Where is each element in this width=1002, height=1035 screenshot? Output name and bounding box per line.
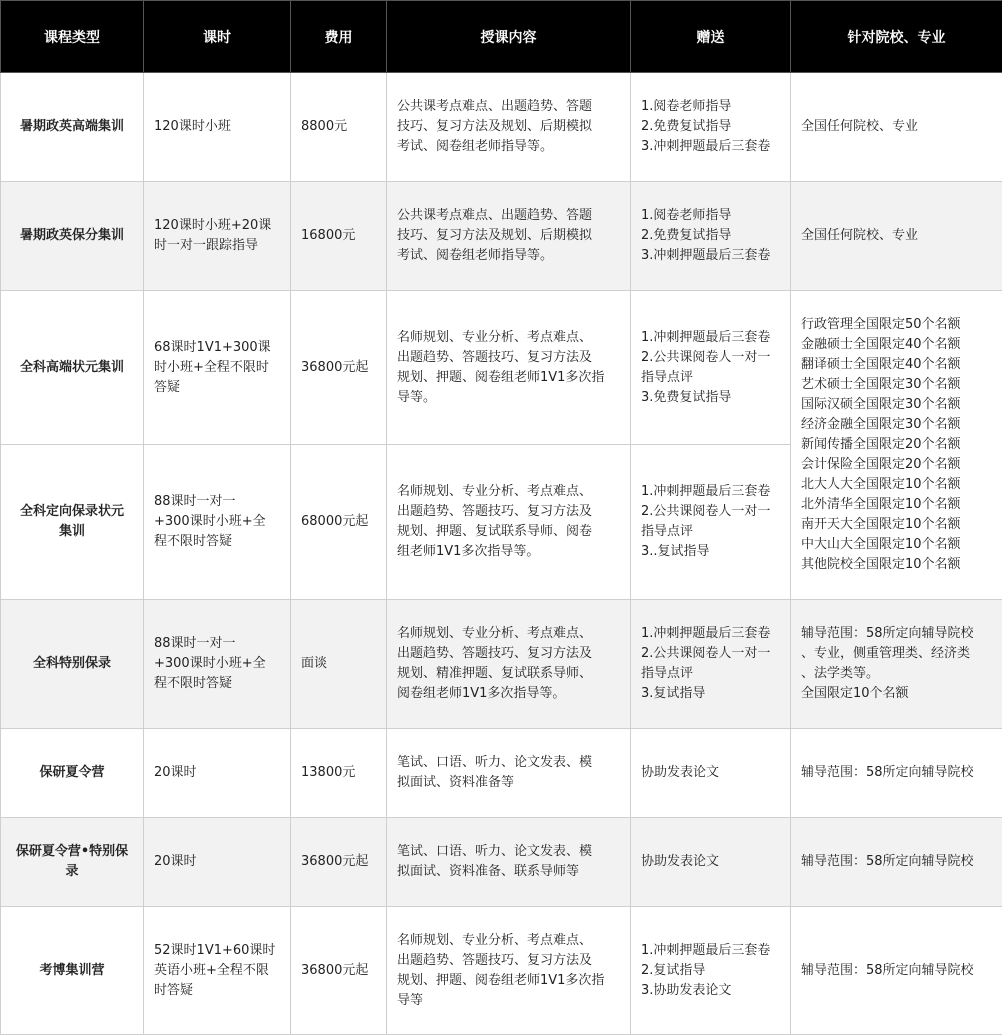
content-cell: 笔试、口语、听力、论文发表、模 拟面试、资料准备等 [387,729,631,818]
fee-cell: 68000元起 [291,445,387,600]
table-body [1,73,1002,1035]
content-cell: 公共课考点难点、出题趋势、答题 技巧、复习方法及规划、后期模拟 考试、阅卷组老师指导等。 [387,182,631,291]
content-cell: 名师规划、专业分析、考点难点、 出题趋势、答题技巧、复习方法及 规划、精准押题、复试联系导师、 阅卷组老师1V1多次指导等。 [387,600,631,729]
gift-cell: 协助发表论文 [631,818,791,907]
target-cell: 辅导范围：58所定向辅导院校 [791,907,1002,1035]
content-cell: 名师规划、专业分析、考点难点、 出题趋势、答题技巧、复习方法及 规划、押题、阅卷组老师1V1多次指 导等 [387,907,631,1035]
target-cell: 辅导范围：58所定向辅导院校 [791,729,1002,818]
table-row [1,600,1002,729]
gift-cell: 1.阅卷老师指导 2.免费复试指导 3.冲刺押题最后三套卷 [631,182,791,291]
gift-cell: 1.冲刺押题最后三套卷 2.公共课阅卷人一对一 指导点评 3..复试指导 [631,445,791,600]
header-gift: 赠送 [631,1,791,73]
target-cell: 辅导范围：58所定向辅导院校 [791,818,1002,907]
hours-cell: 120课时小班+20课 时一对一跟踪指导 [144,182,291,291]
table-row [1,182,1002,291]
course-type-cell: 暑期政英保分集训 [1,182,144,291]
table-row [1,291,1002,445]
content-cell: 名师规划、专业分析、考点难点、 出题趋势、答题技巧、复习方法及 规划、押题、复试联系导师、阅卷 组老师1V1多次指导等。 [387,445,631,600]
header-hours: 课时 [144,1,291,73]
fee-cell: 面谈 [291,600,387,729]
fee-cell: 16800元 [291,182,387,291]
header-fee: 费用 [291,1,387,73]
table-header [1,1,1002,73]
fee-cell: 36800元起 [291,291,387,445]
hours-cell: 68课时1V1+300课 时小班+全程不限时 答疑 [144,291,291,445]
content-cell: 笔试、口语、听力、论文发表、模 拟面试、资料准备、联系导师等 [387,818,631,907]
fee-cell: 36800元起 [291,907,387,1035]
table-row [1,73,1002,182]
fee-cell: 36800元起 [291,818,387,907]
gift-cell: 1.冲刺押题最后三套卷 2.公共课阅卷人一对一 指导点评 3.免费复试指导 [631,291,791,445]
target-cell: 辅导范围：58所定向辅导院校 、专业，侧重管理类、经济类 、法学类等。 全国限定10个名额 [791,600,1002,729]
table-row [1,818,1002,907]
header-content: 授课内容 [387,1,631,73]
target-cell-merged: 行政管理全国限定50个名额 金融硕士全国限定40个名额 翻译硕士全国限定40个名额 艺术硕士全国限定30个名额 国际汉硕全国限定30个名额 经济金融全国限定30个名额 新闻传播全国限定20个名额 会计保险全国限定20个名额 北大人大全国限定10个名额 北外清华全国限定10个名额 南开天大全国限定10个名额 中大山大全国限定10个名额 其他院校全国限定10个名额 [791,291,1002,600]
target-cell: 全国任何院校、专业 [791,182,1002,291]
gift-cell: 1.冲刺押题最后三套卷 2.公共课阅卷人一对一 指导点评 3.复试指导 [631,600,791,729]
header-target: 针对院校、专业 [791,1,1002,73]
course-type-cell: 全科高端状元集训 [1,291,144,445]
course-type-cell: 全科特别保录 [1,600,144,729]
table-row [1,729,1002,818]
course-type-cell: 保研夏令营•特别保 录 [1,818,144,907]
hours-cell: 88课时一对一 +300课时小班+全 程不限时答疑 [144,600,291,729]
course-type-cell: 暑期政英高端集训 [1,73,144,182]
gift-cell: 1.冲刺押题最后三套卷 2.复试指导 3.协助发表论文 [631,907,791,1035]
gift-cell: 协助发表论文 [631,729,791,818]
target-cell: 全国任何院校、专业 [791,73,1002,182]
course-type-cell: 考博集训营 [1,907,144,1035]
gift-cell: 1.阅卷老师指导 2.免费复试指导 3.冲刺押题最后三套卷 [631,73,791,182]
hours-cell: 20课时 [144,729,291,818]
hours-cell: 120课时小班 [144,73,291,182]
hours-cell: 20课时 [144,818,291,907]
header-course-type: 课程类型 [1,1,144,73]
course-type-cell: 全科定向保录状元 集训 [1,445,144,600]
course-type-cell: 保研夏令营 [1,729,144,818]
content-cell: 公共课考点难点、出题趋势、答题 技巧、复习方法及规划、后期模拟 考试、阅卷组老师指导等。 [387,73,631,182]
content-cell: 名师规划、专业分析、考点难点、 出题趋势、答题技巧、复习方法及 规划、押题、阅卷组老师1V1多次指 导等。 [387,291,631,445]
table-row [1,907,1002,1035]
header-row [1,1,1002,73]
hours-cell: 52课时1V1+60课时 英语小班+全程不限 时答疑 [144,907,291,1035]
fee-cell: 13800元 [291,729,387,818]
hours-cell: 88课时一对一 +300课时小班+全 程不限时答疑 [144,445,291,600]
fee-cell: 8800元 [291,73,387,182]
